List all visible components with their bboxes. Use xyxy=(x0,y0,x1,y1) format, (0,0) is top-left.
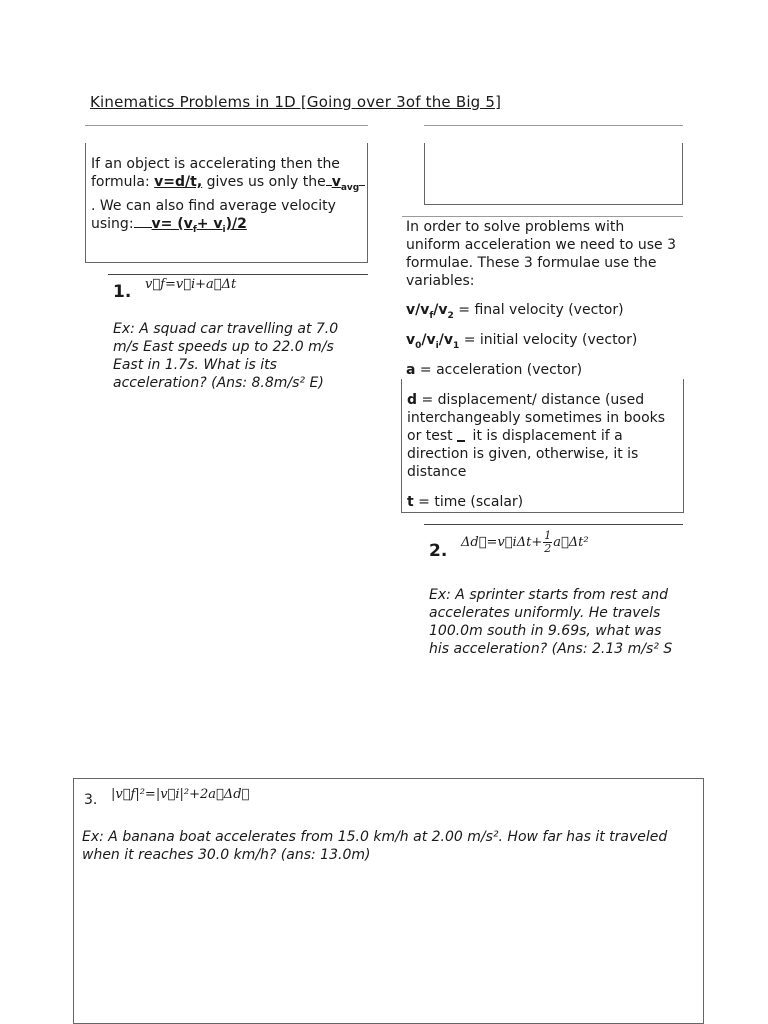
problem-1-number: 1. xyxy=(113,282,132,302)
problem-3-formula: |v⃗f|²=|v⃗i|²+2a⃗Δd⃗ xyxy=(111,787,250,802)
intro-line-4: variables: xyxy=(406,273,475,289)
problem-1-example: Ex: A squad car travelling at 7.0 m/s East speeds up to 22.0 m/s East in 1.7s. What is its acceleration? (Ans: 8.8m/s² E) xyxy=(113,321,339,391)
avg-line-4-pre: using: xyxy=(91,215,134,232)
avg-line-2-pre: formula: xyxy=(91,174,155,190)
def-acceleration: a = acceleration (vector) xyxy=(406,362,583,378)
problem-3-example: Ex: A banana boat accelerates from 15.0 km/h at 2.00 m/s². How far has it traveled when it reaches 30.0 km/h? (ans: 13.0m) xyxy=(82,829,668,863)
def-initial-velocity: $v_0/v_i/v_1$ = initial velocity (vector) xyxy=(406,332,638,351)
avg-line-3: . We can also find average velocity xyxy=(91,197,336,214)
avg-formula: $v= (v_f+ v_i)/2$ xyxy=(151,215,247,235)
avg-formula-vdt: v=d/t, xyxy=(154,174,203,190)
avg-line-4 xyxy=(91,215,366,239)
avg-line-1: If an object is accelerating then the xyxy=(91,156,340,172)
def-time: t = time (scalar) xyxy=(407,494,524,510)
divider-left-top xyxy=(85,125,368,126)
divider-right-top xyxy=(424,125,683,126)
divider-right-intro xyxy=(402,216,683,217)
page-title: Kinematics Problems in 1D [Going over 3of the Big 5] xyxy=(90,93,502,111)
problem-3-box xyxy=(73,778,704,1024)
variables-intro xyxy=(406,218,686,290)
problem-3-number: 3. xyxy=(84,792,98,808)
def-final-velocity: $v/v_f/v_2$ = final velocity (vector) xyxy=(406,302,624,321)
avg-line-2 xyxy=(91,173,366,197)
divider-problem-1 xyxy=(108,274,368,275)
def-displacement: d = displacement/ distance (used interchangeably sometimes in books or test it is displacement if a direction is given, otherwise, it is distance xyxy=(407,392,666,480)
empty-answer-box xyxy=(424,143,683,205)
problem-2-number: 2. xyxy=(429,541,448,561)
problem-1-formula: v⃗f=v⃗i+a⃗Δt xyxy=(145,277,237,292)
problem-2-formula: Δd⃗=v⃗iΔt+ $\frac{1}{2}$ a⃗Δt² xyxy=(461,529,589,555)
definitions-box xyxy=(401,379,684,513)
problem-2-example: Ex: A sprinter starts from rest and accelerates uniformly. He travels 100.0m south in 9.69s, what was his acceleration? (Ans: 2.13 m/s² S xyxy=(429,587,673,657)
intro-line-1: In order to solve problems with xyxy=(406,219,625,235)
avg-velocity-box xyxy=(85,143,368,263)
avg-line-2-mid: gives us only the xyxy=(202,174,326,190)
avg-velocity-text xyxy=(91,155,366,239)
intro-line-3: formulae. These 3 formulae use the xyxy=(406,255,657,271)
divider-problem-2 xyxy=(424,524,683,525)
intro-line-2: uniform acceleration we need to use 3 xyxy=(406,237,677,253)
v-avg: $v_{avg}$ xyxy=(331,174,360,193)
